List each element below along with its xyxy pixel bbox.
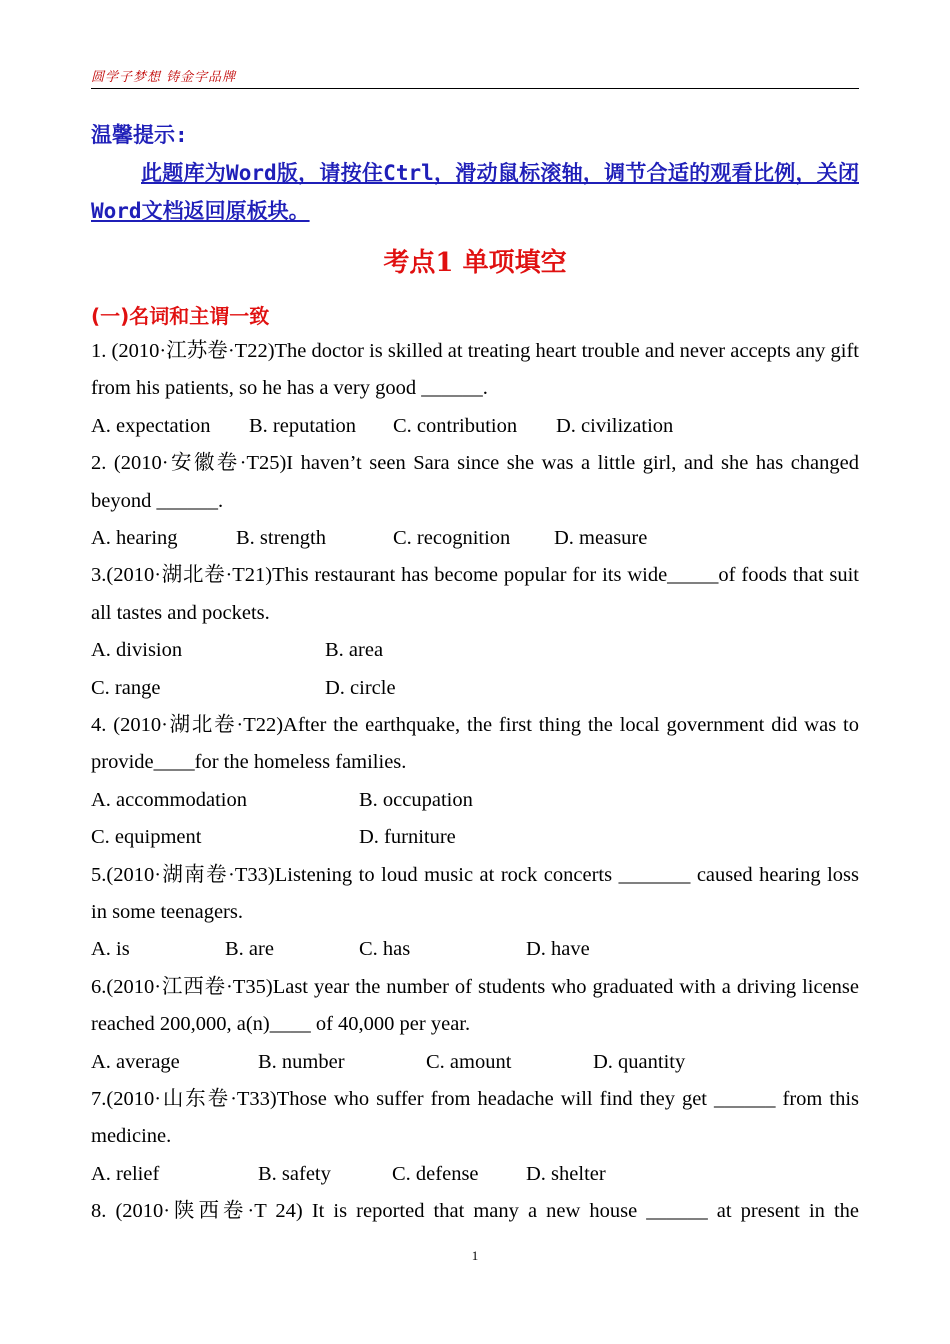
- option-b: B. safety: [258, 1162, 331, 1185]
- options-7: [91, 1156, 859, 1193]
- option-d: D. have: [526, 938, 590, 961]
- option-d: D. measure: [554, 527, 648, 550]
- question-7: 7.(2010·山东卷·T33)Those who suffer from headache will find they get ______ from this medicine.: [91, 1088, 859, 1148]
- option-a: A. average: [91, 1050, 180, 1073]
- option-c: C. amount: [426, 1050, 512, 1073]
- question-8: 8. (2010·陕西卷·T 24) It is reported that many a new house ______ at present in the: [91, 1200, 859, 1223]
- option-d: D. civilization: [556, 414, 674, 437]
- question-6: 6.(2010·江西卷·T35)Last year the number of students who graduated with a driving license reached 200,000, a(n)____ of 40,000 per year.: [91, 975, 859, 1036]
- option-c: C. range: [91, 676, 161, 699]
- option-a: A. relief: [91, 1162, 160, 1185]
- question-list: [91, 333, 859, 1231]
- options-5: [91, 931, 859, 968]
- sub-section-title: (一)名词和主谓一致: [91, 304, 270, 328]
- option-d: D. shelter: [526, 1162, 606, 1185]
- option-a: A. hearing: [91, 527, 178, 550]
- question-4: 4. (2010·湖北卷·T22)After the earthquake, the first thing the local government did was to provide____for the homeless families.: [91, 714, 859, 774]
- options-6: [91, 1044, 859, 1081]
- option-c: C. equipment: [91, 826, 202, 849]
- option-b: B. area: [325, 639, 384, 662]
- page-header: [91, 64, 859, 89]
- header-brand: 圆学子梦想 铸金字品牌: [91, 70, 237, 85]
- tip-link[interactable]: 此题库为Word版，请按住Ctrl，滑动鼠标滚轴，调节合适的观看比例，关闭Word文档返回原板块。: [91, 161, 859, 223]
- option-a: A. accommodation: [91, 788, 247, 811]
- option-c: C. contribution: [393, 414, 518, 437]
- option-a: A. is: [91, 938, 130, 961]
- page-number: 1: [471, 1248, 479, 1263]
- option-b: B. strength: [236, 527, 326, 550]
- question-1: 1. (2010·江苏卷·T22)The doctor is skilled at treating heart trouble and never accepts any gift from his patients, so he has a very good ______.: [91, 340, 859, 400]
- question-2: 2. (2010·安徽卷·T25)I haven’t seen Sara since she was a little girl, and she has changed beyond ______.: [91, 452, 859, 512]
- option-b: B. reputation: [249, 414, 357, 437]
- tip-title: 温馨提示:: [91, 123, 188, 147]
- options-4a: [91, 782, 859, 819]
- option-a: A. division: [91, 639, 183, 662]
- option-c: C. recognition: [393, 527, 511, 550]
- option-d: D. circle: [325, 676, 396, 699]
- question-3: 3.(2010·湖北卷·T21)This restaurant has become popular for its wide_____of foods that suit all tastes and pockets.: [91, 564, 859, 624]
- options-3a: [91, 632, 859, 669]
- option-b: B. number: [258, 1050, 345, 1073]
- option-b: B. occupation: [359, 788, 473, 811]
- section-title: 考点1 单项填空: [383, 248, 567, 278]
- options-4b: [91, 819, 859, 856]
- option-c: C. defense: [392, 1162, 479, 1185]
- options-1: [91, 408, 859, 445]
- option-d: D. quantity: [593, 1050, 686, 1073]
- question-5: 5.(2010·湖南卷·T33)Listening to loud music at rock concerts _______ caused hearing loss in some teenagers.: [91, 863, 859, 923]
- option-d: D. furniture: [359, 826, 456, 849]
- options-2: [91, 520, 859, 557]
- option-c: C. has: [359, 938, 411, 961]
- options-3b: [91, 670, 859, 707]
- option-b: B. are: [225, 938, 274, 961]
- option-a: A. expectation: [91, 414, 211, 437]
